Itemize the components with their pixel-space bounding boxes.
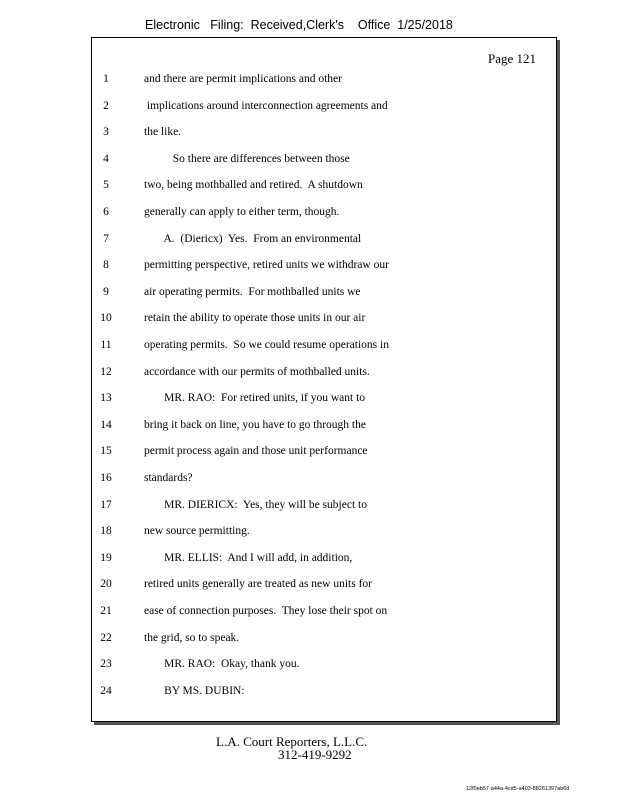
line-number: 12 [100,365,112,378]
transcript-line [92,366,556,386]
line-number: 3 [103,126,109,139]
line-text: bring it back on line, you have to go through the [144,418,366,431]
transcript-line [92,312,556,332]
line-text: MR. ELLIS: And I will add, in addition, [144,551,353,564]
line-number: 6 [103,206,109,218]
line-text: standards? [144,472,193,484]
transcript-line [92,499,556,519]
line-text: MR. RAO: Okay, thank you. [144,658,300,671]
line-text: two, being mothballed and retired. A shutdown [144,179,363,192]
line-number: 4 [103,152,109,165]
line-text: permit process again and those unit performance [144,445,368,458]
line-text: BY MS. DUBIN: [144,684,245,697]
transcript-page [91,37,557,722]
line-number: 19 [100,551,112,564]
line-number: 7 [103,232,109,245]
transcript-line [92,685,556,705]
line-number: 16 [100,472,112,484]
line-text: retain the ability to operate those units in our air [144,312,366,325]
transcript-line [92,73,556,93]
transcript-line [92,153,556,173]
line-text: retired units generally are treated as new units for [144,578,372,591]
line-text: implications around interconnection agreements and [144,99,388,112]
transcript-line [92,100,556,120]
line-text: So there are differences between those [144,152,350,165]
footer-phone: 312-419-9292 [278,747,352,762]
transcript-line [92,419,556,439]
transcript-line [92,392,556,412]
transcript-line [92,658,556,678]
line-text: and there are permit implications and other [144,73,342,85]
line-number: 1 [103,73,109,85]
line-number: 22 [100,631,112,644]
line-text: accordance with our permits of mothballed units. [144,365,370,378]
transcript-line [92,552,556,572]
filing-stamp-header: Electronic Filing: Received,Clerk's Office 1/25/2018 [145,18,453,32]
footer-company: L.A. Court Reporters, L.L.C. [216,734,368,749]
line-text: permitting perspective, retired units we withdraw our [144,259,389,272]
line-text: MR. DIERICX: Yes, they will be subject to [144,498,367,511]
transcript-line [92,472,556,492]
line-number: 5 [103,179,109,192]
transcript-line [92,578,556,598]
transcript-line [92,126,556,146]
transcript-line [92,339,556,359]
transcript-line [92,525,556,545]
line-text: new source permitting. [144,525,250,538]
transcript-line [92,445,556,465]
line-number: 14 [100,418,112,431]
line-text: the like. [144,126,182,139]
line-number: 17 [100,498,112,511]
transcript-line [92,605,556,625]
transcript-line [92,206,556,226]
transcript-line [92,259,556,279]
line-number: 10 [100,312,112,325]
transcript-line [92,179,556,199]
line-text: ease of connection purposes. They lose their spot on [144,605,388,617]
transcript-line [92,233,556,253]
line-text: the grid, so to speak. [144,631,240,644]
line-number: 23 [100,658,112,671]
line-text: MR. RAO: For retired units, if you want to [144,392,366,405]
line-text: operating permits. So we could resume operations in [144,339,389,351]
document-hash: 12f0eb57-a44a-4cd5-a403-88261397ab6d [466,786,570,792]
line-number: 13 [100,392,112,405]
line-number: 2 [103,99,109,112]
line-text: A. (Diericx) Yes. From an environmental [144,232,362,245]
line-number: 8 [103,259,109,272]
line-number: 15 [100,445,112,458]
transcript-line [92,286,556,306]
line-text: generally can apply to either term, though. [144,206,340,218]
page-number: Page 121 [487,51,536,66]
line-number: 21 [100,605,112,617]
line-text: air operating permits. For mothballed units we [144,285,361,298]
line-number: 18 [100,525,112,538]
line-number: 20 [100,578,112,591]
transcript-line [92,632,556,652]
line-number: 11 [100,339,112,351]
line-number: 9 [103,285,109,298]
line-number: 24 [100,684,112,697]
